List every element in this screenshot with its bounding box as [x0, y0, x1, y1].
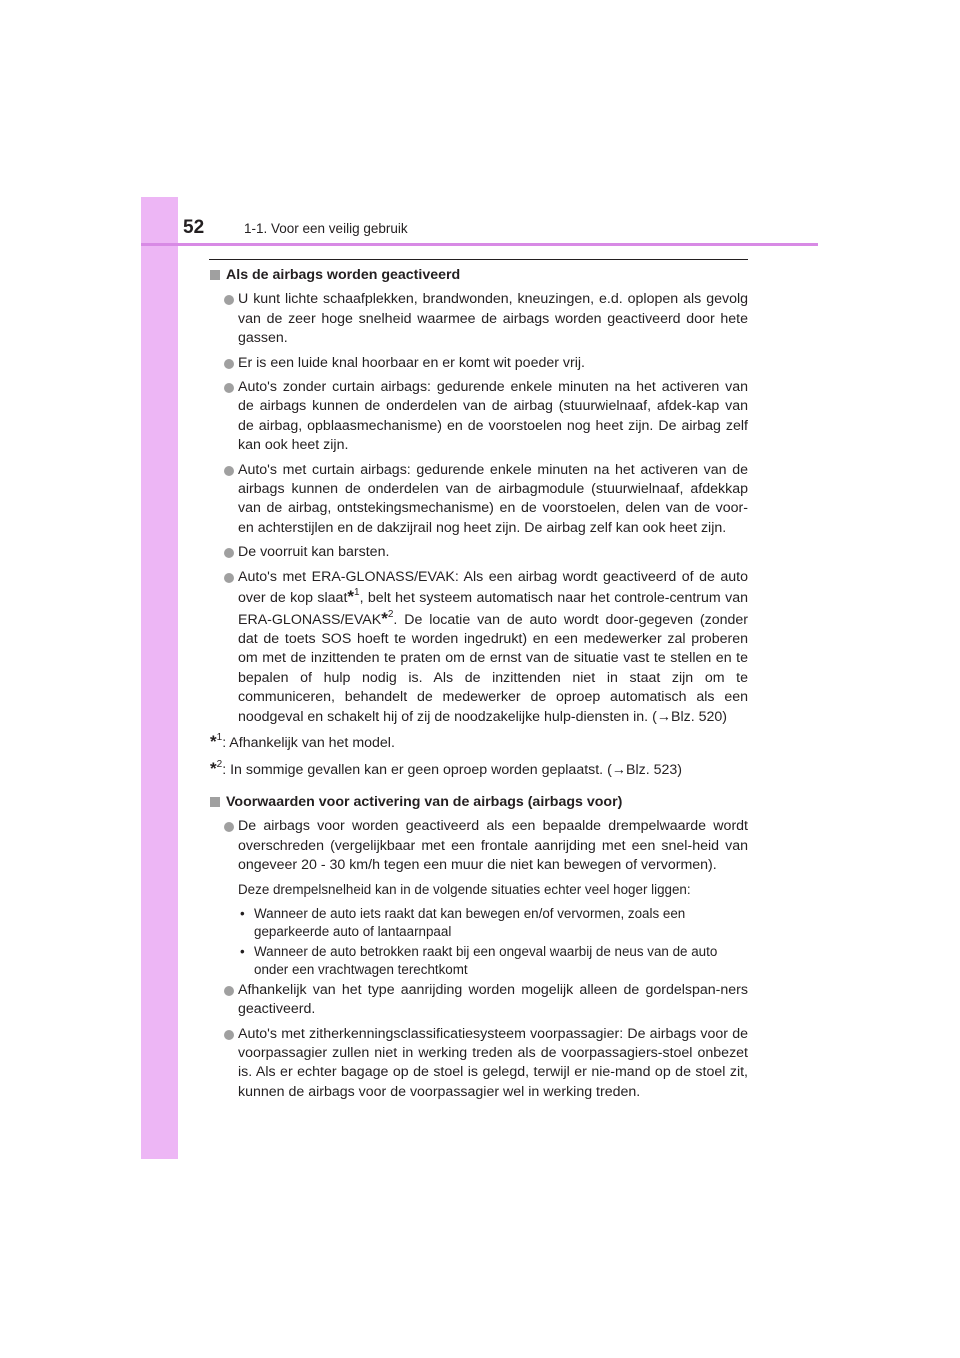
page-link[interactable]: Blz. 520	[670, 708, 723, 725]
circle-bullet-icon	[224, 573, 234, 583]
list-item	[210, 378, 748, 456]
square-bullet-icon	[210, 797, 220, 807]
list-item-text: Er is een luide knal hoorbaar en er komt wit poeder vrij.	[238, 354, 585, 371]
list-item-text: Afhankelijk van het type aanrijding worden mogelijk alleen de gordelspan-ners geactiveerd.	[238, 981, 748, 1018]
text-segment: )	[722, 708, 727, 725]
text-segment: Auto's met ERA-GLONASS/EVAK: Als een airbag wordt geactiveerd of de auto over de kop slaat	[238, 568, 748, 607]
arrow-right-icon: →	[611, 762, 626, 779]
list-item-era-glonass	[210, 568, 748, 727]
sub-list-item	[210, 905, 748, 941]
list-item	[210, 354, 748, 373]
list-item	[210, 461, 748, 539]
footnote-2	[210, 759, 748, 780]
list-item	[210, 1025, 748, 1103]
circle-bullet-icon	[224, 548, 234, 558]
footnote-number: 2	[216, 759, 223, 771]
circle-bullet-icon	[224, 295, 234, 305]
footnote-text: : In sommige gevallen kan er geen oproep worden geplaatst. (	[222, 762, 612, 779]
sub-list-item	[210, 943, 748, 979]
footnote-ref-2: 2	[387, 608, 394, 620]
list-item-text: Auto's met curtain airbags: gedurende enkele minuten na het activeren van de airbags kunnen de onderdelen van de airbagmodule (stuurwielnaaf, afdekkap van de airbag, ontstekingsmechanisme) en de voorstoelen, delen van de voor- en achterstijlen en de dakzijrail nog heet zijn. De airbag zelf kan ook heet zijn.	[238, 461, 748, 536]
footnote-star: *	[210, 731, 217, 751]
circle-bullet-icon	[224, 383, 234, 393]
heading-text: Voorwaarden voor activering van de airbags (airbags voor)	[226, 793, 623, 810]
footnote-1	[210, 732, 748, 753]
page-content	[210, 266, 748, 1107]
list-item	[210, 543, 748, 562]
list-item-text: De voorruit kan barsten.	[238, 544, 390, 561]
circle-bullet-icon	[224, 822, 234, 832]
list-item	[210, 981, 748, 1020]
footnote-number: 1	[216, 731, 223, 743]
footnote-text: : Afhankelijk van het model.	[222, 734, 395, 751]
text-segment: . De locatie van de auto wordt door-gegeven (zonder dat de toets SOS hoeft te worden ingedrukt) en een medewerker zal proberen om met de inzittenden te praten om de ernst van de situatie vast te stellen en te bepalen of hulp nodig is. Als de inzittenden niet in staat zijn om te communiceren, behandelt de medewerker de oproep automatisch als een noodgeval en schakelt hij of zij de noodzakelijke hulp-diensten in. (	[238, 611, 748, 725]
list-item-text: De airbags voor worden geactiveerd als een bepaalde drempelwaarde wordt overschreden (vergelijkbaar met een frontale aanrijding met een snel-heid van ongeveer 20 - 30 km/h tegen een muur die niet kan bewegen of vervormen).	[238, 818, 748, 873]
list-item-text: U kunt lichte schaafplekken, brandwonden, kneuzingen, e.d. oplopen als gevolg van de zeer hoge snelheid waarmee de airbags worden geactiveerd door hete gassen.	[238, 291, 748, 347]
circle-bullet-icon	[224, 1030, 234, 1040]
list-item-text	[238, 568, 748, 727]
circle-bullet-icon	[224, 986, 234, 996]
sub-list-item-text: Wanneer de auto betrokken raakt bij een ongeval waarbij de neus van de auto onder een vrachtwagen terechtkomt	[254, 943, 718, 977]
small-bullet-icon: •	[240, 905, 245, 921]
list-item-text: Auto's met zitherkenningsclassificatiesysteem voorpassagier: De airbags voor de voorpassagier zullen niet in werking treden als de voorpassagiers-stoel onbezet is. Als er echter bagage op de stoel is gelegd, terwijl er nie-mand op de stoel zit, kunnen de airbags voor de voorpassagier wel in werking treden.	[238, 1025, 748, 1100]
text-segment: , belt het systeem automatisch naar het controle-centrum van ERA-GLONASS/EVAK	[238, 590, 748, 628]
sub-list-item-text: Wanneer de auto iets raakt dat kan bewegen en/of vervormen, zoals een geparkeerde auto of lantaarnpaal	[254, 905, 686, 939]
content-divider	[209, 259, 748, 260]
circle-bullet-icon	[224, 466, 234, 476]
threshold-note: Deze drempelsnelheid kan in de volgende situaties echter veel hoger liggen:	[238, 882, 691, 898]
arrow-right-icon: →	[656, 708, 671, 725]
section-heading-airbags-activated	[210, 266, 748, 285]
section-heading-activation-conditions	[210, 793, 748, 812]
text-segment: )	[677, 762, 682, 779]
page-link[interactable]: Blz. 523	[625, 762, 678, 779]
square-bullet-icon	[210, 270, 220, 280]
list-item-text: Auto's zonder curtain airbags: gedurende enkele minuten na het activeren van de airbags kunnen de onderdelen van de airbag (stuurwielnaaf, afdek-kap van de airbag, opblaasmechanisme) en de voorstoelen nog heet zijn. De airbag zelf kan ook heet zijn.	[238, 379, 748, 454]
list-item	[210, 290, 748, 348]
footnote-star: *	[210, 759, 217, 779]
footnote-star: *	[381, 608, 388, 628]
section-title: 1-1. Voor een veilig gebruik	[244, 221, 408, 236]
footnote-ref-1: 1	[354, 587, 360, 599]
header-rule	[141, 243, 818, 246]
circle-bullet-icon	[224, 359, 234, 369]
small-bullet-icon: •	[240, 943, 245, 959]
footnote-star: *	[347, 587, 355, 607]
heading-text: Als de airbags worden geactiveerd	[226, 267, 461, 283]
page-number: 52	[183, 217, 205, 238]
list-item	[210, 817, 748, 875]
page-sidebar-tab	[141, 197, 178, 1159]
